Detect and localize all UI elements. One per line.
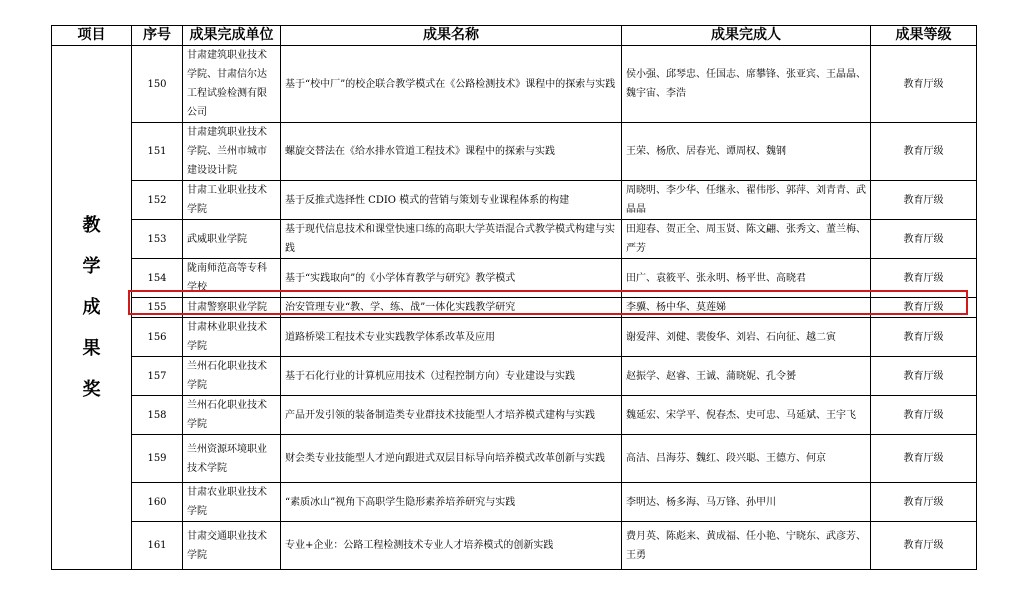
level-cell: 教育厅级 xyxy=(871,298,977,318)
header-persons: 成果完成人 xyxy=(622,26,871,46)
header-seq: 序号 xyxy=(132,26,183,46)
header-name: 成果名称 xyxy=(281,26,622,46)
table-row xyxy=(52,220,977,259)
seq-cell: 159 xyxy=(132,435,183,483)
table-row xyxy=(52,483,977,522)
project-cell xyxy=(52,46,132,570)
persons-cell: 费月英、陈彪来、黄成福、任小艳、宁晓东、武彦芳、王勇 xyxy=(622,522,871,570)
project-char: 学 xyxy=(82,256,101,277)
name-cell: 治安管理专业“教、学、练、战”一体化实践教学研究 xyxy=(281,298,622,318)
header-unit: 成果完成单位 xyxy=(183,26,281,46)
persons-cell: 魏延宏、宋学平、倪春杰、史可忠、马延斌、王宇飞 xyxy=(622,396,871,435)
table-row xyxy=(52,357,977,396)
persons-cell: 谢爱萍、刘健、裴俊华、刘岩、石向征、越二寅 xyxy=(622,318,871,357)
unit-cell: 甘肃建筑职业技术学院、兰州市城市建设设计院 xyxy=(183,123,281,181)
project-char: 教 xyxy=(82,215,101,236)
persons-cell: 赵振学、赵睿、王诚、蒲晓妮、孔令赟 xyxy=(622,357,871,396)
table-row xyxy=(52,396,977,435)
persons-cell: 田迎春、贺正全、周玉贤、陈文翩、张秀文、董兰梅、严芳 xyxy=(622,220,871,259)
persons-cell: 王荣、杨欣、居春光、谭周权、魏钢 xyxy=(622,123,871,181)
level-cell: 教育厅级 xyxy=(871,483,977,522)
unit-cell: 甘肃工业职业技术学院 xyxy=(183,181,281,220)
seq-cell: 160 xyxy=(132,483,183,522)
name-cell: “素质冰山”视角下高职学生隐形素养培养研究与实践 xyxy=(281,483,622,522)
name-cell: 道路桥梁工程技术专业实践教学体系改革及应用 xyxy=(281,318,622,357)
unit-cell: 甘肃林业职业技术学院 xyxy=(183,318,281,357)
level-cell: 教育厅级 xyxy=(871,259,977,298)
unit-cell: 武威职业学院 xyxy=(183,220,281,259)
persons-cell: 李骥、杨中华、莫莲娣 xyxy=(622,298,871,318)
unit-cell: 兰州石化职业技术学院 xyxy=(183,396,281,435)
table-row xyxy=(52,435,977,483)
persons-cell: 田广、袁筱平、张永明、杨平世、高晓君 xyxy=(622,259,871,298)
unit-cell: 甘肃交通职业技术学院 xyxy=(183,522,281,570)
name-cell: 基于现代信息技术和课堂快速口练的高职大学英语混合式教学模式构建与实践 xyxy=(281,220,622,259)
unit-cell: 甘肃建筑职业技术学院、甘肃信尔达工程试验检测有限公司 xyxy=(183,46,281,123)
unit-cell: 甘肃农业职业技术学院 xyxy=(183,483,281,522)
unit-cell: 陇南师范高等专科学校 xyxy=(183,259,281,298)
table-row xyxy=(52,318,977,357)
level-cell: 教育厅级 xyxy=(871,220,977,259)
achievement-table xyxy=(51,25,977,570)
seq-cell: 155 xyxy=(132,298,183,318)
name-cell: 基于“校中厂”的校企联合教学模式在《公路检测技术》课程中的探索与实践 xyxy=(281,46,622,123)
header-level: 成果等级 xyxy=(871,26,977,46)
seq-cell: 161 xyxy=(132,522,183,570)
name-cell: 螺旋交替法在《给水排水管道工程技术》课程中的探索与实践 xyxy=(281,123,622,181)
name-cell: 产品开发引领的装备制造类专业群技术技能型人才培养模式建构与实践 xyxy=(281,396,622,435)
header-project: 项目 xyxy=(52,26,132,46)
level-cell: 教育厅级 xyxy=(871,396,977,435)
seq-cell: 158 xyxy=(132,396,183,435)
level-cell: 教育厅级 xyxy=(871,522,977,570)
persons-cell: 高洁、吕海芬、魏红、段兴聪、王德方、何京 xyxy=(622,435,871,483)
table-row xyxy=(52,123,977,181)
level-cell: 教育厅级 xyxy=(871,435,977,483)
project-char: 奖 xyxy=(82,379,101,400)
name-cell: 基于反推式选择性 CDIO 模式的营销与策划专业课程体系的构建 xyxy=(281,181,622,220)
table-row xyxy=(52,298,977,318)
unit-cell: 兰州资源环境职业技术学院 xyxy=(183,435,281,483)
seq-cell: 154 xyxy=(132,259,183,298)
unit-cell: 兰州石化职业技术学院 xyxy=(183,357,281,396)
seq-cell: 156 xyxy=(132,318,183,357)
table-row xyxy=(52,259,977,298)
name-cell: 专业+企业：公路工程检测技术专业人才培养模式的创新实践 xyxy=(281,522,622,570)
persons-cell: 李明达、杨多海、马万锋、孙甲川 xyxy=(622,483,871,522)
seq-cell: 152 xyxy=(132,181,183,220)
project-char: 果 xyxy=(82,338,101,359)
name-cell: 基于石化行业的计算机应用技术（过程控制方向）专业建设与实践 xyxy=(281,357,622,396)
level-cell: 教育厅级 xyxy=(871,181,977,220)
persons-cell: 周晓明、李少华、任继永、翟伟彤、郭萍、刘青青、武晶晶 xyxy=(622,181,871,220)
level-cell: 教育厅级 xyxy=(871,318,977,357)
seq-cell: 153 xyxy=(132,220,183,259)
table-row xyxy=(52,181,977,220)
persons-cell: 侯小强、邱琴忠、任国志、席攀锋、张亚宾、王晶晶、魏宇宙、李浩 xyxy=(622,46,871,123)
level-cell: 教育厅级 xyxy=(871,46,977,123)
seq-cell: 150 xyxy=(132,46,183,123)
level-cell: 教育厅级 xyxy=(871,123,977,181)
name-cell: 基于“实践取向”的《小学体育教学与研究》教学模式 xyxy=(281,259,622,298)
table-row xyxy=(52,46,977,123)
level-cell: 教育厅级 xyxy=(871,357,977,396)
table-row xyxy=(52,522,977,570)
unit-cell: 甘肃警察职业学院 xyxy=(183,298,281,318)
seq-cell: 151 xyxy=(132,123,183,181)
project-char: 成 xyxy=(82,297,101,318)
name-cell: 财会类专业技能型人才逆向跟进式双层目标导向培养模式改革创新与实践 xyxy=(281,435,622,483)
header-row xyxy=(52,26,977,46)
seq-cell: 157 xyxy=(132,357,183,396)
